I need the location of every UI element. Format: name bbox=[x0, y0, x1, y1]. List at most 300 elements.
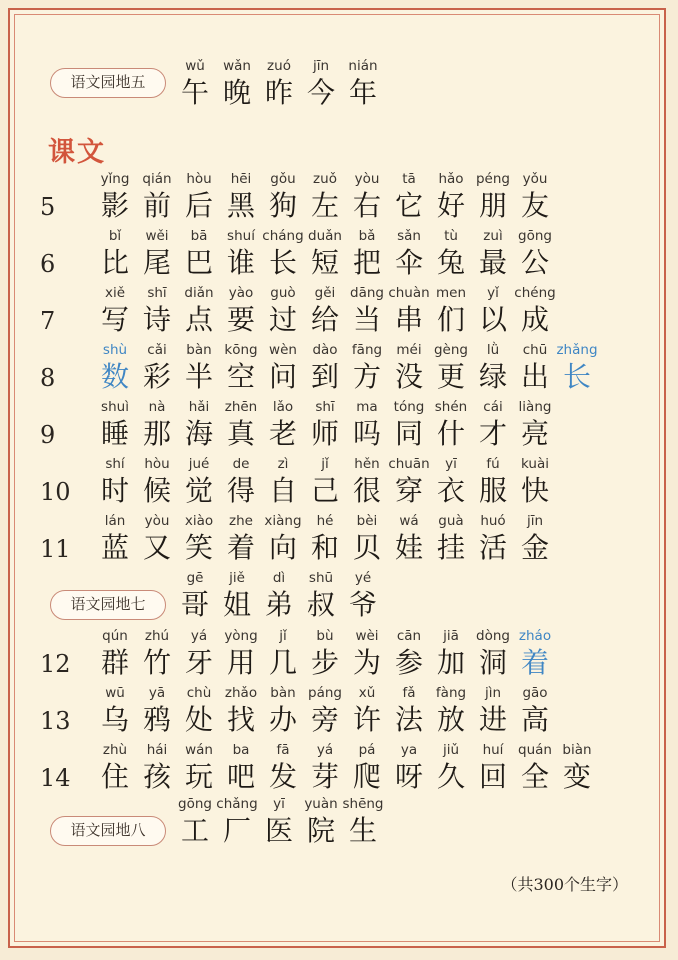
hanzi: 吗 bbox=[352, 417, 381, 450]
hanzi: 诗 bbox=[142, 303, 171, 336]
hanzi: 晚 bbox=[222, 76, 251, 109]
pinyin: fāng bbox=[351, 342, 383, 358]
hanzi: 向 bbox=[268, 531, 297, 564]
pinyin: wǎn bbox=[223, 58, 251, 74]
lesson-row bbox=[10, 685, 668, 741]
char-list bbox=[94, 742, 598, 798]
pinyin: fǎ bbox=[402, 685, 416, 701]
hanzi: 衣 bbox=[436, 474, 465, 507]
hanzi: 得 bbox=[226, 474, 255, 507]
hanzi: 出 bbox=[520, 360, 549, 393]
hanzi: 彩 bbox=[142, 360, 171, 393]
pinyin: hái bbox=[146, 742, 168, 758]
pinyin: qián bbox=[142, 171, 172, 187]
pinyin: yā bbox=[148, 685, 166, 701]
hanzi: 时 bbox=[100, 474, 129, 507]
lesson-number: 14 bbox=[40, 764, 71, 792]
character-table-page bbox=[8, 8, 666, 948]
hanzi: 爷 bbox=[348, 588, 377, 621]
hanzi: 谁 bbox=[226, 246, 255, 279]
pinyin: gǒu bbox=[270, 171, 296, 187]
hanzi: 老 bbox=[268, 417, 297, 450]
pinyin: yé bbox=[354, 570, 372, 586]
hanzi: 们 bbox=[436, 303, 465, 336]
hanzi: 串 bbox=[394, 303, 423, 336]
hanzi: 服 bbox=[478, 474, 507, 507]
pinyin: kuài bbox=[521, 456, 549, 472]
pinyin: wū bbox=[105, 685, 125, 701]
hanzi: 笑 bbox=[184, 531, 213, 564]
hanzi: 自 bbox=[268, 474, 297, 507]
char-list bbox=[94, 685, 556, 741]
hanzi: 把 bbox=[352, 246, 381, 279]
hanzi: 问 bbox=[268, 360, 297, 393]
lesson-number: 6 bbox=[40, 250, 56, 278]
lesson-row bbox=[10, 285, 668, 341]
pinyin: dāng bbox=[350, 285, 384, 301]
char-list bbox=[94, 513, 556, 569]
pinyin: yòu bbox=[354, 171, 380, 187]
hanzi: 法 bbox=[394, 703, 423, 736]
char-cell bbox=[514, 399, 556, 455]
pinyin: ya bbox=[400, 742, 418, 758]
pinyin: hǎi bbox=[188, 399, 210, 415]
row-yuwen-8 bbox=[10, 796, 668, 852]
section-badge-yuwen-7: 语文园地七 bbox=[50, 590, 166, 620]
pinyin: ba bbox=[232, 742, 250, 758]
pinyin: chǎng bbox=[216, 796, 258, 812]
pinyin: chuàn bbox=[388, 285, 430, 301]
pinyin: wěi bbox=[145, 228, 169, 244]
hanzi: 长 bbox=[268, 246, 297, 279]
pinyin: chuān bbox=[388, 456, 430, 472]
char-cell bbox=[342, 58, 384, 114]
hanzi: 挂 bbox=[436, 531, 465, 564]
pinyin: lǜ bbox=[486, 342, 500, 358]
pinyin: yào bbox=[228, 285, 254, 301]
char-list bbox=[174, 570, 384, 626]
pinyin: chéng bbox=[514, 285, 556, 301]
hanzi: 尾 bbox=[142, 246, 171, 279]
pinyin: huí bbox=[482, 742, 504, 758]
char-cell bbox=[556, 342, 598, 398]
lesson-number: 10 bbox=[40, 478, 71, 506]
pinyin: cái bbox=[483, 399, 503, 415]
hanzi: 同 bbox=[394, 417, 423, 450]
hanzi: 兔 bbox=[436, 246, 465, 279]
hanzi: 公 bbox=[520, 246, 549, 279]
hanzi: 真 bbox=[226, 417, 255, 450]
hanzi: 没 bbox=[394, 360, 423, 393]
pinyin: nián bbox=[348, 58, 378, 74]
pinyin: gē bbox=[186, 570, 204, 586]
pinyin: yī bbox=[273, 796, 285, 812]
hanzi: 师 bbox=[310, 417, 339, 450]
pinyin: chù bbox=[186, 685, 212, 701]
hanzi: 金 bbox=[520, 531, 549, 564]
pinyin: yá bbox=[316, 742, 334, 758]
pinyin: wá bbox=[399, 513, 419, 529]
hanzi: 处 bbox=[184, 703, 213, 736]
pinyin: shù bbox=[102, 342, 128, 358]
pinyin: bàn bbox=[186, 342, 212, 358]
hanzi: 前 bbox=[142, 189, 171, 222]
char-list bbox=[174, 796, 384, 852]
pinyin: bā bbox=[190, 228, 208, 244]
pinyin: péng bbox=[475, 171, 510, 187]
hanzi: 回 bbox=[478, 760, 507, 793]
hanzi: 巴 bbox=[184, 246, 213, 279]
hanzi: 写 bbox=[100, 303, 129, 336]
hanzi: 乌 bbox=[100, 703, 129, 736]
pinyin: fàng bbox=[435, 685, 467, 701]
hanzi: 爬 bbox=[352, 760, 381, 793]
section-title-kewen: 课文 bbox=[48, 137, 106, 168]
pinyin: pá bbox=[358, 742, 376, 758]
pinyin: hé bbox=[316, 513, 334, 529]
pinyin: jǐ bbox=[321, 456, 329, 472]
hanzi: 昨 bbox=[264, 76, 293, 109]
char-list bbox=[94, 456, 556, 512]
hanzi: 候 bbox=[142, 474, 171, 507]
hanzi: 医 bbox=[264, 814, 293, 847]
lesson-number: 11 bbox=[40, 535, 71, 563]
hanzi: 放 bbox=[436, 703, 465, 736]
hanzi: 要 bbox=[226, 303, 255, 336]
char-cell bbox=[514, 228, 556, 284]
hanzi: 工 bbox=[180, 814, 209, 847]
pinyin: quán bbox=[518, 742, 552, 758]
pinyin: wèi bbox=[355, 628, 379, 644]
hanzi: 更 bbox=[436, 360, 465, 393]
pinyin: shuí bbox=[227, 228, 255, 244]
pinyin: yǐng bbox=[100, 171, 130, 187]
hanzi: 厂 bbox=[222, 814, 251, 847]
pinyin: zhēn bbox=[224, 399, 258, 415]
hanzi: 吧 bbox=[226, 760, 255, 793]
pinyin: xiào bbox=[184, 513, 214, 529]
hanzi: 着 bbox=[520, 646, 549, 679]
lesson-number: 12 bbox=[40, 650, 71, 678]
hanzi: 右 bbox=[352, 189, 381, 222]
pinyin: diǎn bbox=[184, 285, 214, 301]
hanzi: 空 bbox=[226, 360, 255, 393]
pinyin: shī bbox=[315, 399, 335, 415]
pinyin: gèng bbox=[433, 342, 468, 358]
hanzi: 到 bbox=[310, 360, 339, 393]
pinyin: yuàn bbox=[304, 796, 338, 812]
pinyin: hòu bbox=[144, 456, 170, 472]
hanzi: 加 bbox=[436, 646, 465, 679]
pinyin: dì bbox=[272, 570, 286, 586]
char-cell bbox=[514, 513, 556, 569]
pinyin: zhǎo bbox=[224, 685, 258, 701]
pinyin: tù bbox=[444, 228, 458, 244]
pinyin: méi bbox=[396, 342, 422, 358]
char-list bbox=[94, 628, 556, 684]
hanzi: 蓝 bbox=[100, 531, 129, 564]
hanzi: 后 bbox=[184, 189, 213, 222]
pinyin: jīn bbox=[526, 513, 544, 529]
char-cell bbox=[342, 796, 384, 852]
pinyin: shén bbox=[434, 399, 468, 415]
pinyin: chū bbox=[522, 342, 548, 358]
pinyin: zì bbox=[277, 456, 289, 472]
pinyin: cān bbox=[396, 628, 422, 644]
char-list bbox=[94, 342, 598, 398]
pinyin: yòng bbox=[224, 628, 258, 644]
pinyin: guò bbox=[270, 285, 296, 301]
hanzi: 朋 bbox=[478, 189, 507, 222]
lesson-number: 13 bbox=[40, 707, 71, 735]
pinyin: de bbox=[232, 456, 250, 472]
pinyin: zuó bbox=[267, 58, 291, 74]
char-list bbox=[94, 399, 556, 455]
char-cell bbox=[342, 570, 384, 626]
pinyin: dào bbox=[312, 342, 338, 358]
pinyin: yī bbox=[445, 456, 457, 472]
pinyin: bǐ bbox=[108, 228, 122, 244]
hanzi: 找 bbox=[226, 703, 255, 736]
lesson-number: 7 bbox=[40, 307, 56, 335]
pinyin: bàn bbox=[270, 685, 296, 701]
hanzi: 己 bbox=[310, 474, 339, 507]
hanzi: 它 bbox=[394, 189, 423, 222]
hanzi: 活 bbox=[478, 531, 507, 564]
pinyin: lǎo bbox=[272, 399, 294, 415]
hanzi: 发 bbox=[268, 760, 297, 793]
pinyin: zuì bbox=[483, 228, 503, 244]
pinyin: hòu bbox=[186, 171, 212, 187]
hanzi: 芽 bbox=[310, 760, 339, 793]
hanzi: 贝 bbox=[352, 531, 381, 564]
pinyin: shí bbox=[105, 456, 125, 472]
pinyin: wèn bbox=[269, 342, 297, 358]
hanzi: 今 bbox=[306, 76, 335, 109]
hanzi: 觉 bbox=[184, 474, 213, 507]
hanzi: 伞 bbox=[394, 246, 423, 279]
lesson-number: 5 bbox=[40, 193, 56, 221]
pinyin: biàn bbox=[562, 742, 592, 758]
hanzi: 进 bbox=[478, 703, 507, 736]
pinyin: gōng bbox=[178, 796, 212, 812]
pinyin: dòng bbox=[476, 628, 510, 644]
total-count-note: （共300个生字） bbox=[501, 875, 628, 894]
pinyin: zhe bbox=[229, 513, 253, 529]
lesson-row bbox=[10, 742, 668, 798]
pinyin: jiā bbox=[443, 628, 459, 644]
hanzi: 办 bbox=[268, 703, 297, 736]
hanzi: 院 bbox=[306, 814, 335, 847]
pinyin: gěi bbox=[314, 285, 336, 301]
lesson-number: 8 bbox=[40, 364, 56, 392]
hanzi: 什 bbox=[436, 417, 465, 450]
pinyin: wán bbox=[185, 742, 213, 758]
hanzi: 玩 bbox=[184, 760, 213, 793]
lesson-row bbox=[10, 228, 668, 284]
pinyin: zhù bbox=[102, 742, 128, 758]
hanzi: 竹 bbox=[142, 646, 171, 679]
hanzi: 年 bbox=[348, 76, 377, 109]
pinyin: hěn bbox=[354, 456, 380, 472]
section-badge-yuwen-5: 语文园地五 bbox=[50, 68, 166, 98]
hanzi: 孩 bbox=[142, 760, 171, 793]
hanzi: 左 bbox=[310, 189, 339, 222]
pinyin: shī bbox=[147, 285, 167, 301]
hanzi: 生 bbox=[348, 814, 377, 847]
hanzi: 方 bbox=[352, 360, 381, 393]
pinyin: huó bbox=[480, 513, 506, 529]
pinyin: zuǒ bbox=[313, 171, 337, 187]
lesson-row bbox=[10, 171, 668, 227]
pinyin: liàng bbox=[518, 399, 552, 415]
hanzi: 很 bbox=[352, 474, 381, 507]
pinyin: jué bbox=[188, 456, 210, 472]
pinyin: shū bbox=[308, 570, 334, 586]
hanzi: 午 bbox=[180, 76, 209, 109]
hanzi: 参 bbox=[394, 646, 423, 679]
hanzi: 呀 bbox=[394, 760, 423, 793]
hanzi: 成 bbox=[520, 303, 549, 336]
hanzi: 和 bbox=[310, 531, 339, 564]
pinyin: bèi bbox=[356, 513, 378, 529]
hanzi: 步 bbox=[310, 646, 339, 679]
hanzi: 黑 bbox=[226, 189, 255, 222]
pinyin: sǎn bbox=[397, 228, 421, 244]
pinyin: xiàng bbox=[264, 513, 302, 529]
pinyin: qún bbox=[102, 628, 128, 644]
hanzi: 用 bbox=[226, 646, 255, 679]
hanzi: 叔 bbox=[306, 588, 335, 621]
pinyin: wǔ bbox=[185, 58, 205, 74]
lesson-row bbox=[10, 456, 668, 512]
pinyin: kōng bbox=[224, 342, 258, 358]
pinyin: zháo bbox=[518, 628, 552, 644]
char-list bbox=[94, 285, 556, 341]
pinyin: fú bbox=[486, 456, 500, 472]
hanzi: 弟 bbox=[264, 588, 293, 621]
hanzi: 影 bbox=[100, 189, 129, 222]
lesson-number: 9 bbox=[40, 421, 56, 449]
hanzi: 比 bbox=[100, 246, 129, 279]
hanzi: 当 bbox=[352, 303, 381, 336]
pinyin: jiǔ bbox=[442, 742, 460, 758]
hanzi: 长 bbox=[562, 360, 591, 393]
hanzi: 友 bbox=[520, 189, 549, 222]
hanzi: 姐 bbox=[222, 588, 251, 621]
row-yuwen-5 bbox=[10, 58, 668, 114]
lesson-row bbox=[10, 628, 668, 684]
char-cell bbox=[514, 685, 556, 741]
hanzi: 全 bbox=[520, 760, 549, 793]
pinyin: yǐ bbox=[487, 285, 499, 301]
hanzi: 海 bbox=[184, 417, 213, 450]
hanzi: 好 bbox=[436, 189, 465, 222]
hanzi: 给 bbox=[310, 303, 339, 336]
pinyin: zhǎng bbox=[556, 342, 598, 358]
hanzi: 亮 bbox=[520, 417, 549, 450]
hanzi: 狗 bbox=[268, 189, 297, 222]
pinyin: jǐ bbox=[279, 628, 287, 644]
pinyin: yǒu bbox=[522, 171, 548, 187]
pinyin: cháng bbox=[262, 228, 304, 244]
hanzi: 牙 bbox=[184, 646, 213, 679]
pinyin: gōng bbox=[518, 228, 552, 244]
char-cell bbox=[514, 285, 556, 341]
pinyin: ma bbox=[356, 399, 378, 415]
char-list bbox=[94, 171, 556, 227]
pinyin: páng bbox=[308, 685, 342, 701]
hanzi: 为 bbox=[352, 646, 381, 679]
pinyin: hǎo bbox=[438, 171, 464, 187]
pinyin: guà bbox=[438, 513, 464, 529]
pinyin: shuì bbox=[101, 399, 129, 415]
hanzi: 短 bbox=[310, 246, 339, 279]
hanzi: 久 bbox=[436, 760, 465, 793]
hanzi: 着 bbox=[226, 531, 255, 564]
hanzi: 过 bbox=[268, 303, 297, 336]
hanzi: 点 bbox=[184, 303, 213, 336]
char-list bbox=[94, 228, 556, 284]
hanzi: 睡 bbox=[100, 417, 129, 450]
char-list bbox=[174, 58, 384, 114]
hanzi: 快 bbox=[520, 474, 549, 507]
pinyin: fā bbox=[276, 742, 290, 758]
hanzi: 才 bbox=[478, 417, 507, 450]
hanzi: 住 bbox=[100, 760, 129, 793]
pinyin: bǎ bbox=[358, 228, 376, 244]
pinyin: nà bbox=[148, 399, 166, 415]
pinyin: xǔ bbox=[358, 685, 376, 701]
hanzi: 那 bbox=[142, 417, 171, 450]
hanzi: 哥 bbox=[180, 588, 209, 621]
hanzi: 洞 bbox=[478, 646, 507, 679]
char-cell bbox=[556, 742, 598, 798]
pinyin: hēi bbox=[230, 171, 252, 187]
hanzi: 以 bbox=[478, 303, 507, 336]
pinyin: jiě bbox=[229, 570, 245, 586]
char-cell bbox=[514, 171, 556, 227]
row-yuwen-7 bbox=[10, 570, 668, 626]
pinyin: zhú bbox=[144, 628, 170, 644]
pinyin: yòu bbox=[144, 513, 170, 529]
hanzi: 半 bbox=[184, 360, 213, 393]
hanzi: 鸦 bbox=[142, 703, 171, 736]
pinyin: jīn bbox=[312, 58, 330, 74]
hanzi: 高 bbox=[520, 703, 549, 736]
hanzi: 许 bbox=[352, 703, 381, 736]
hanzi: 旁 bbox=[310, 703, 339, 736]
pinyin: men bbox=[435, 285, 466, 301]
pinyin: tā bbox=[402, 171, 416, 187]
section-badge-yuwen-8: 语文园地八 bbox=[50, 816, 166, 846]
hanzi: 绿 bbox=[478, 360, 507, 393]
pinyin: cǎi bbox=[147, 342, 167, 358]
pinyin: shēng bbox=[342, 796, 384, 812]
pinyin: lán bbox=[104, 513, 126, 529]
pinyin: yá bbox=[190, 628, 208, 644]
pinyin: duǎn bbox=[308, 228, 342, 244]
pinyin: jìn bbox=[484, 685, 502, 701]
hanzi: 变 bbox=[562, 760, 591, 793]
hanzi: 娃 bbox=[394, 531, 423, 564]
char-cell bbox=[514, 628, 556, 684]
char-cell bbox=[514, 456, 556, 512]
lesson-row bbox=[10, 513, 668, 569]
pinyin: xiě bbox=[104, 285, 126, 301]
pinyin: bù bbox=[316, 628, 334, 644]
hanzi: 数 bbox=[100, 360, 129, 393]
